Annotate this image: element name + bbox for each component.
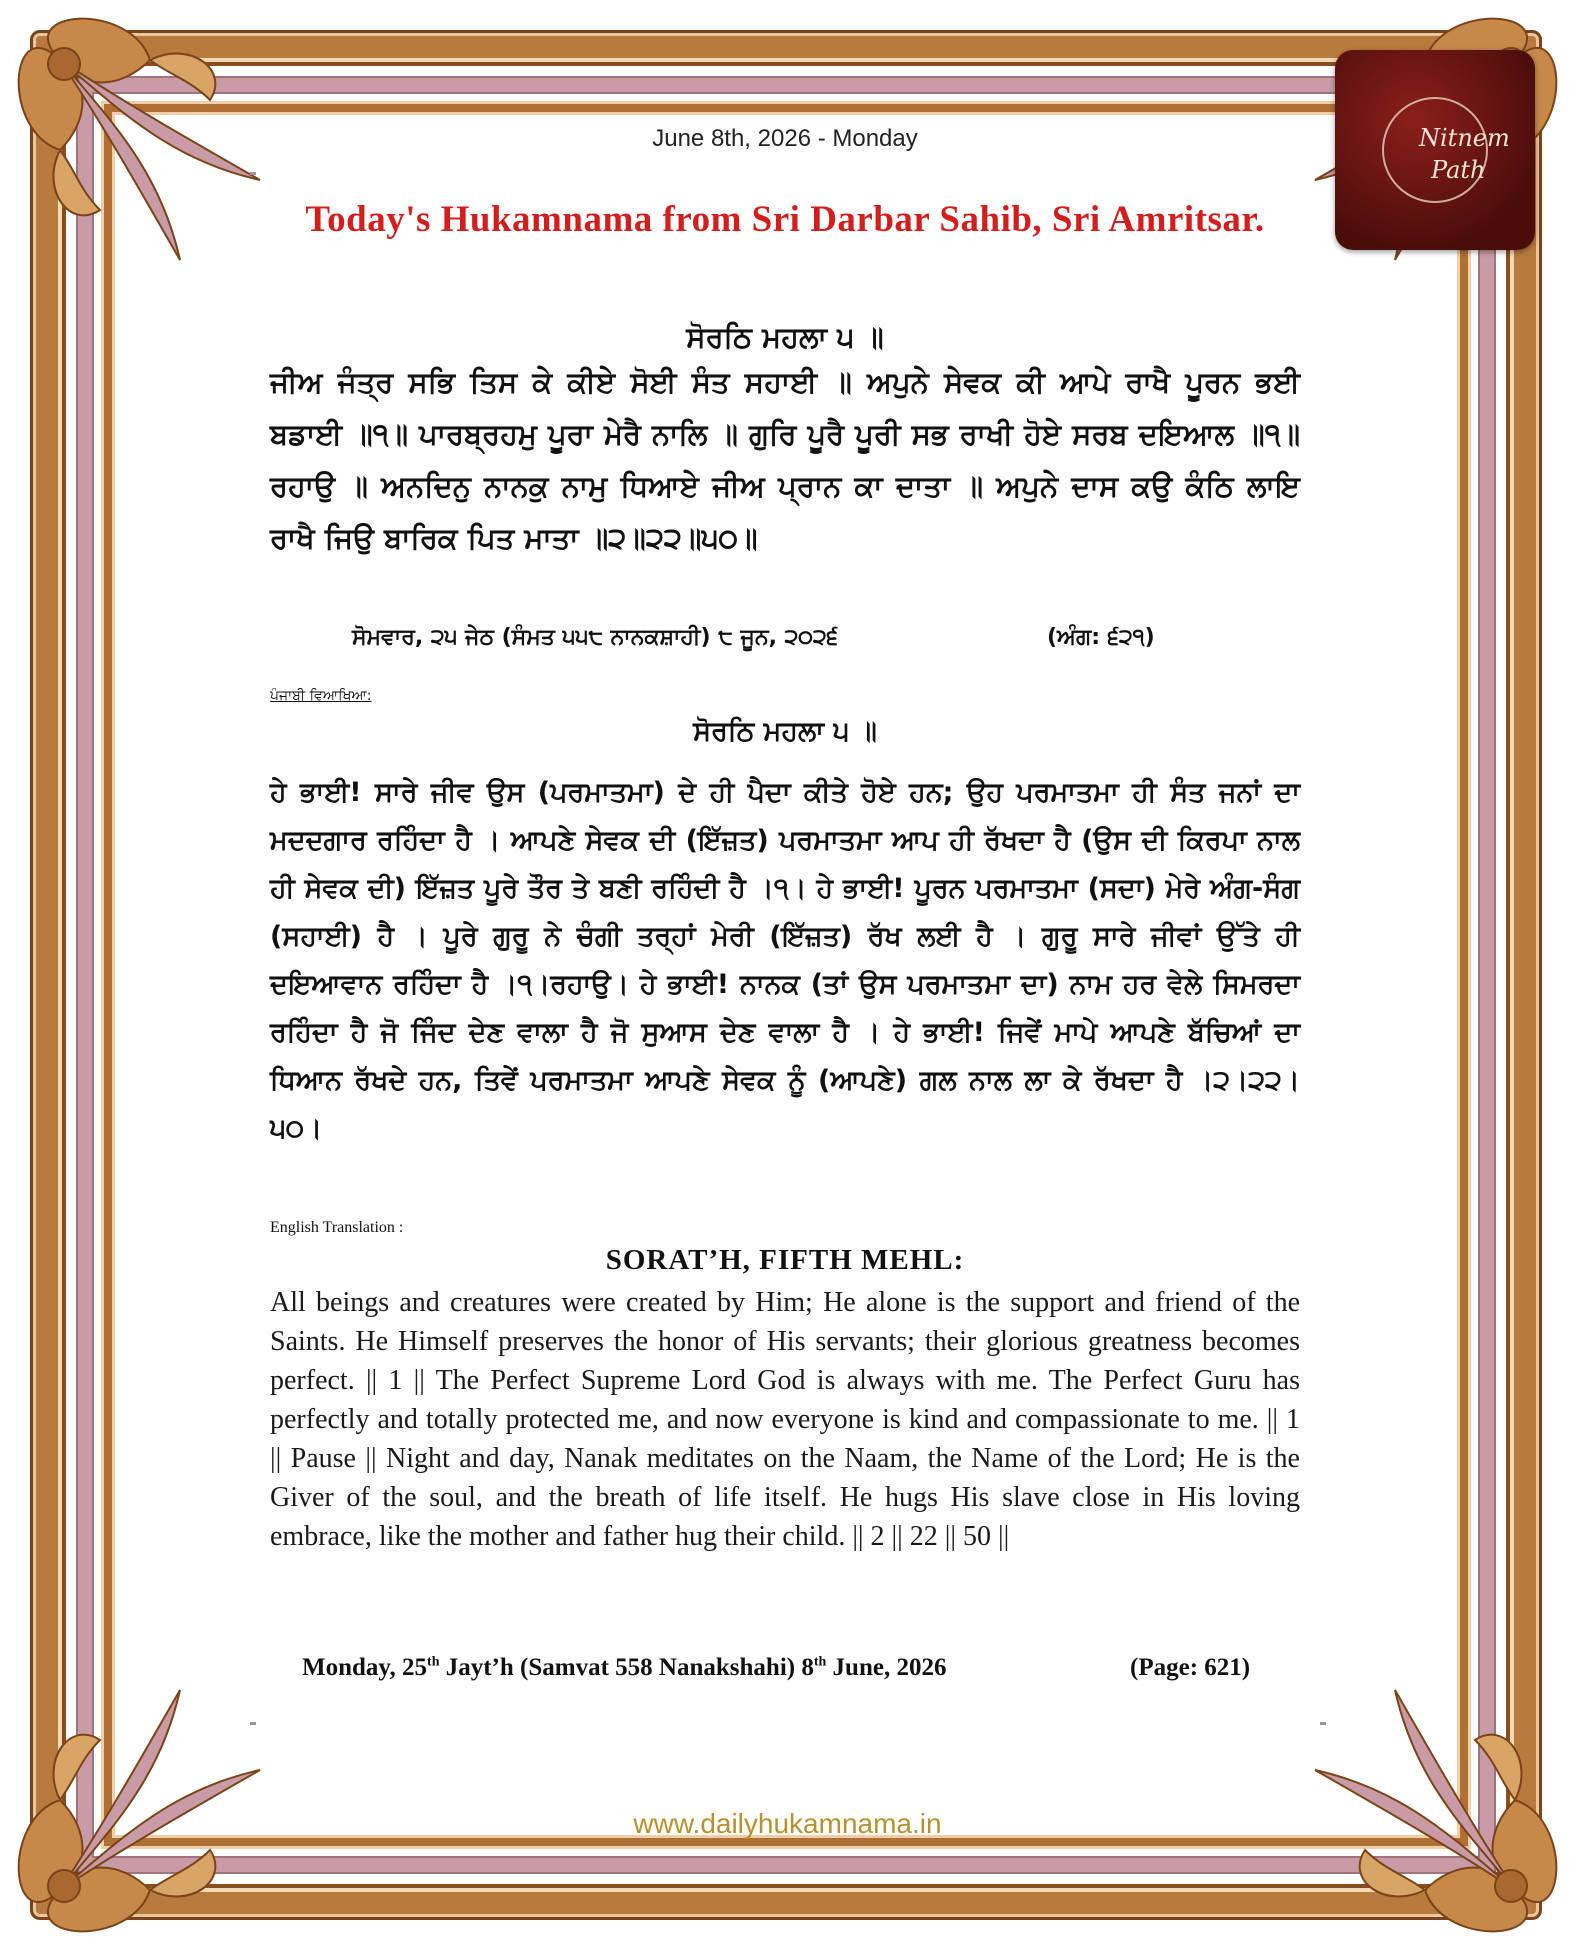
divider <box>250 172 256 175</box>
punjabi-explanation: ਹੇ ਭਾਈ! ਸਾਰੇ ਜੀਵ ਉਸ (ਪਰਮਾਤਮਾ) ਦੇ ਹੀ ਪੈਦਾ ਕੀਤੇ ਹੋਏ ਹਨ; ਉਹ ਪਰਮਾਤਮਾ ਹੀ ਸੰਤ ਜਨਾਂ ਦਾ ਮਦਦਗਾਰ ਰਹਿੰਦਾ ਹੈ । ਆਪਣੇ ਸੇਵਕ ਦੀ (ਇੱਜ਼ਤ) ਪਰਮਾਤਮਾ ਆਪ ਹੀ ਰੱਖਦਾ ਹੈ (ਉਸ ਦੀ ਕਿਰਪਾ ਨਾਲ ਹੀ ਸੇਵਕ ਦੀ) ਇੱਜ਼ਤ ਪੂਰੇ ਤੌਰ ਤੇ ਬਣੀ ਰਹਿੰਦੀ ਹੈ ।੧। ਹੇ ਭਾਈ! ਪੂਰਨ ਪਰਮਾਤਮਾ (ਸਦਾ) ਮੇਰੇ ਅੰਗ-ਸੰਗ (ਸਹਾਈ) ਹੈ । ਪੂਰੇ ਗੁਰੂ ਨੇ ਚੰਗੀ ਤਰ੍ਹਾਂ ਮੇਰੀ (ਇੱਜ਼ਤ) ਰੱਖ ਲਈ ਹੈ । ਗੁਰੂ ਸਾਰੇ ਜੀਵਾਂ ਉੱਤੇ ਹੀ ਦਇਆਵਾਨ ਰਹਿੰਦਾ ਹੈ ।੧।ਰਹਾਉ। ਹੇ ਭਾਈ! ਨਾਨਕ (ਤਾਂ ਉਸ ਪਰਮਾਤਮਾ ਦਾ) ਨਾਮ ਹਰ ਵੇਲੇ ਸਿਮਰਦਾ ਰਹਿੰਦਾ ਹੈ ਜੋ ਜਿੰਦ ਦੇਣ ਵਾਲਾ ਹੈ ਜੋ ਸੁਆਸ ਦੇਣ ਵਾਲਾ ਹੈ । ਹੇ ਭਾਈ! ਜਿਵੇਂ ਮਾਪੇ ਆਪਣੇ ਬੱਚਿਆਂ ਦਾ ਧਿਆਨ ਰੱਖਦੇ ਹਨ, ਤਿਵੇਂ ਪਰਮਾਤਮਾ ਆਪਣੇ ਸੇਵਕ ਨੂੰ (ਆਪਣੇ) ਗਲ ਨਾਲ ਲਾ ਕੇ ਰੱਖਦਾ ਹੈ ।੨।੨੨।੫੦। <box>270 777 1300 1144</box>
gurbani-text: ਜੀਅ ਜੰਤ੍ਰ ਸਭਿ ਤਿਸ ਕੇ ਕੀਏ ਸੋਈ ਸੰਤ ਸਹਾਈ ॥ ਅਪੁਨੇ ਸੇਵਕ ਕੀ ਆਪੇ ਰਾਖੈ ਪੂਰਨ ਭਈ ਬਡਾਈ ॥੧॥ ਪਾਰਬ੍ਰਹਮੁ ਪੂਰਾ ਮੇਰੈ ਨਾਲਿ ॥ ਗੁਰਿ ਪੂਰੈ ਪੂਰੀ ਸਭ ਰਾਖੀ ਹੋਏ ਸਰਬ ਦਇਆਲ ॥੧॥ ਰਹਾਉ ॥ ਅਨਦਿਨੁ ਨਾਨਕੁ ਨਾਮੁ ਧਿਆਏ ਜੀਅ ਪ੍ਰਾਨ ਕਾ ਦਾਤਾ ॥ ਅਪੁਨੇ ਦਾਸ ਕਉ ਕੰਠਿ ਲਾਇ ਰਾਖੈ ਜਿਉ ਬਾਰਿਕ ਪਿਤ ਮਾਤਾ ॥੨॥੨੨॥੫੦॥ <box>270 365 1300 555</box>
logo-text-line1: Nitnem <box>1419 124 1510 152</box>
punjabi-explanation-label: ਪੰਜਾਬੀ ਵਿਆਖਿਆ: <box>270 688 372 704</box>
punjabi-date: ਸੋਮਵਾਰ, ੨੫ ਜੇਠ (ਸੰਮਤ ੫੫੮ ਨਾਨਕਸ਼ਾਹੀ) ੮ ਜੂਨ, ੨੦੨੬ <box>352 625 838 650</box>
english-date: Monday, 25th Jayt’h (Samvat 558 Nanakshahi) 8th June, 2026 <box>302 1654 947 1681</box>
nitnem-path-logo-icon[interactable] <box>1335 50 1535 250</box>
logo-text-line2: Path <box>1431 156 1486 184</box>
header-date: June 8th, 2026 - Monday <box>652 125 918 152</box>
punjabi-page: (ਅੰਗ: ੬੨੧) <box>1047 625 1155 650</box>
page-title: Today's Hukamnama from Sri Darbar Sahib, Sri Amritsar. <box>305 199 1265 240</box>
english-page: (Page: 621) <box>1130 1654 1251 1681</box>
english-translation: All beings and creatures were created by Him; He alone is the support and friend of the Saints. He Himself preserves the honor of His servants; their glorious greatness becomes perfect. || 1 || The Perfect Supreme Lord God is always with me. The Perfect Guru has perfectly and totally protected me, and now everyone is kind and compassionate to me. || 1 || Pause || Night and day, Nanak meditates on the Naam, the Name of the Lord; He is the Giver of the soul, and the breath of life itself. He hugs His slave close in His loving embrace, like the mother and father hug their child. || 2 || 22 || 50 || <box>270 1287 1300 1552</box>
punjabi-heading: ਸੋਰਠਿ ਮਹਲਾ ੫ ॥ <box>693 716 877 747</box>
footer-url-link[interactable]: www.dailyhukamnama.in <box>633 1808 942 1839</box>
bow-ornament-icon <box>1275 1650 1575 1950</box>
divider <box>1320 1722 1326 1725</box>
gurbani-heading: ਸੋਰਠਿ ਮਹਲਾ ੫ ॥ <box>686 320 884 354</box>
english-translation-label: English Translation : <box>270 1219 404 1236</box>
bow-ornament-icon <box>0 0 300 300</box>
divider <box>250 1722 256 1725</box>
english-heading: SORAT’H, FIFTH MEHL: <box>605 1244 965 1276</box>
bow-ornament-icon <box>0 1650 300 1950</box>
